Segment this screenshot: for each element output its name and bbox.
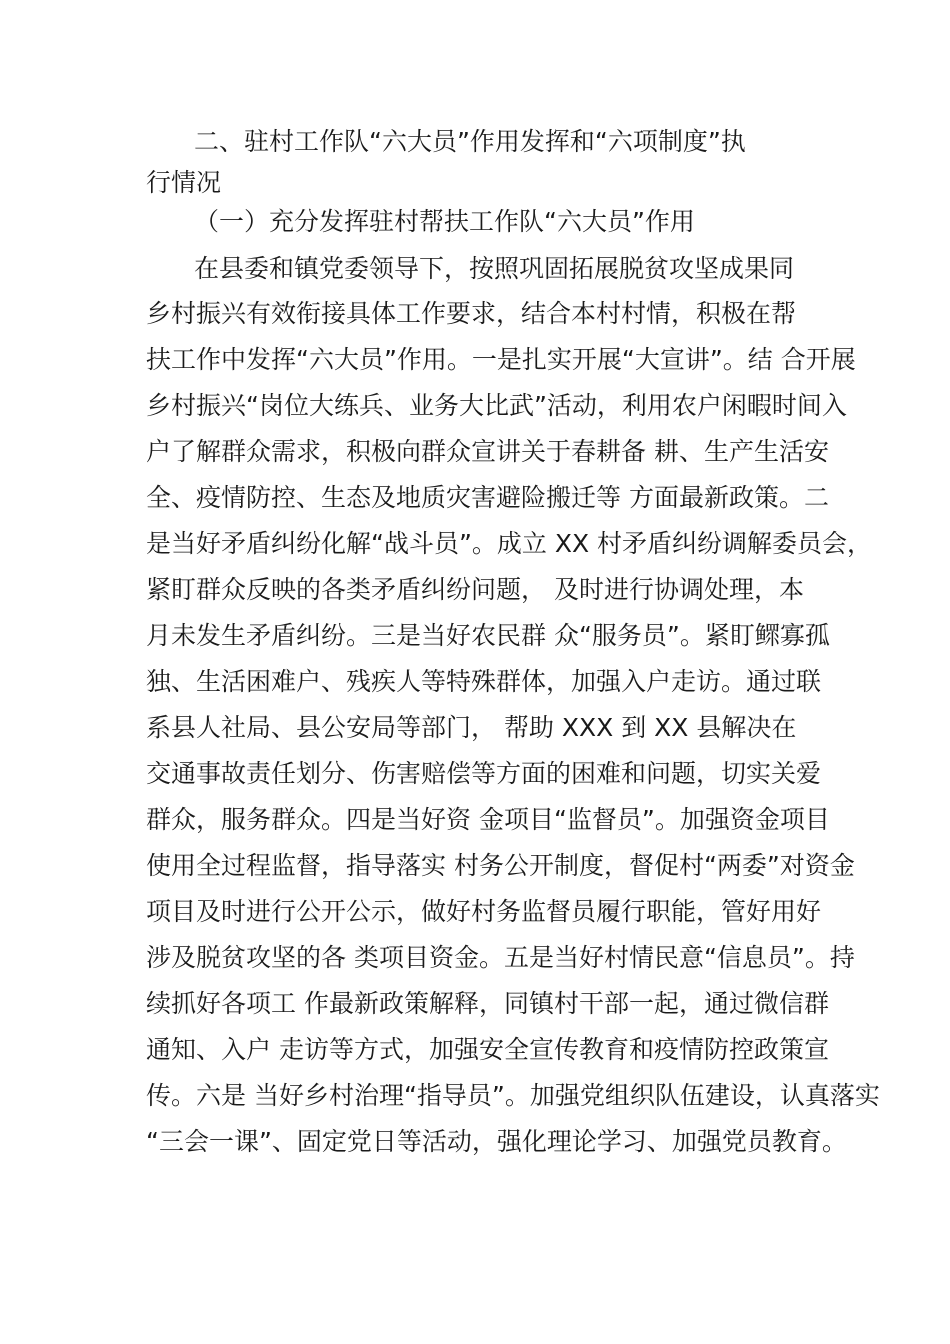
body-line: 月未发生矛盾纠纷。三是当好农民群 众“服务员”。紧盯鳏寡孤 (146, 621, 830, 650)
body-line: 在县委和镇党委领导下，按照巩固拓展脱贫攻坚成果同 (194, 254, 795, 283)
body-line: 乡村振兴有效衔接具体工作要求，结合本村村情，积极在帮 (146, 299, 797, 328)
body-line: 项目及时进行公开公示，做好村务监督员履行职能，管好用好 (146, 897, 822, 926)
body-line: 传。六是 当好乡村治理“指导员”。加强党组织队伍建设，认真落实 (146, 1081, 880, 1110)
body-line: 涉及脱贫攻坚的各 类项目资金。五是当好村情民意“信息员”。持 (146, 943, 855, 972)
subsection-heading: （一）充分发挥驻村帮扶工作队“六大员”作用 (194, 207, 695, 236)
section-heading-line-1: 二、驻村工作队“六大员”作用发挥和“六项制度”执 (194, 127, 746, 156)
body-line: 交通事故责任划分、伤害赔偿等方面的困难和问题，切实关爱 (146, 759, 822, 788)
body-line: 紧盯群众反映的各类矛盾纠纷问题， 及时进行协调处理，本 (146, 575, 804, 604)
body-line: 通知、入户 走访等方式，加强安全宣传教育和疫情防控政策宣 (146, 1035, 829, 1064)
body-line: “三会一课”、固定党日等活动，强化理论学习、加强党员教育。 (146, 1127, 847, 1156)
body-line: 乡村振兴“岗位大练兵、业务大比武”活动，利用农户闲暇时间入 (146, 391, 847, 420)
body-line: 扶工作中发挥“六大员”作用。一是扎实开展“大宣讲”。结 合开展 (146, 345, 856, 374)
body-line: 使用全过程监督，指导落实 村务公开制度，督促村“两委”对资金 (146, 851, 855, 880)
body-line: 是当好矛盾纠纷化解“战斗员”。成立 XX 村矛盾纠纷调解委员会， (146, 529, 873, 558)
body-line: 群众，服务群众。四是当好资 金项目“监督员”。加强资金项目 (146, 805, 830, 834)
body-line: 全、疫情防控、生态及地质灾害避险搬迁等 方面最新政策。二 (146, 483, 829, 512)
body-line: 续抓好各项工 作最新政策解释，同镇村干部一起，通过微信群 (146, 989, 829, 1018)
body-line: 系县人社局、县公安局等部门， 帮助 XXX 到 XX 县解决在 (146, 713, 797, 742)
section-heading-line-2: 行情况 (146, 168, 222, 197)
body-line: 户了解群众需求，积极向群众宣讲关于春耕备 耕、生产生活安 (146, 437, 829, 466)
body-line: 独、生活困难户、残疾人等特殊群体，加强入户走访。通过联 (146, 667, 822, 696)
